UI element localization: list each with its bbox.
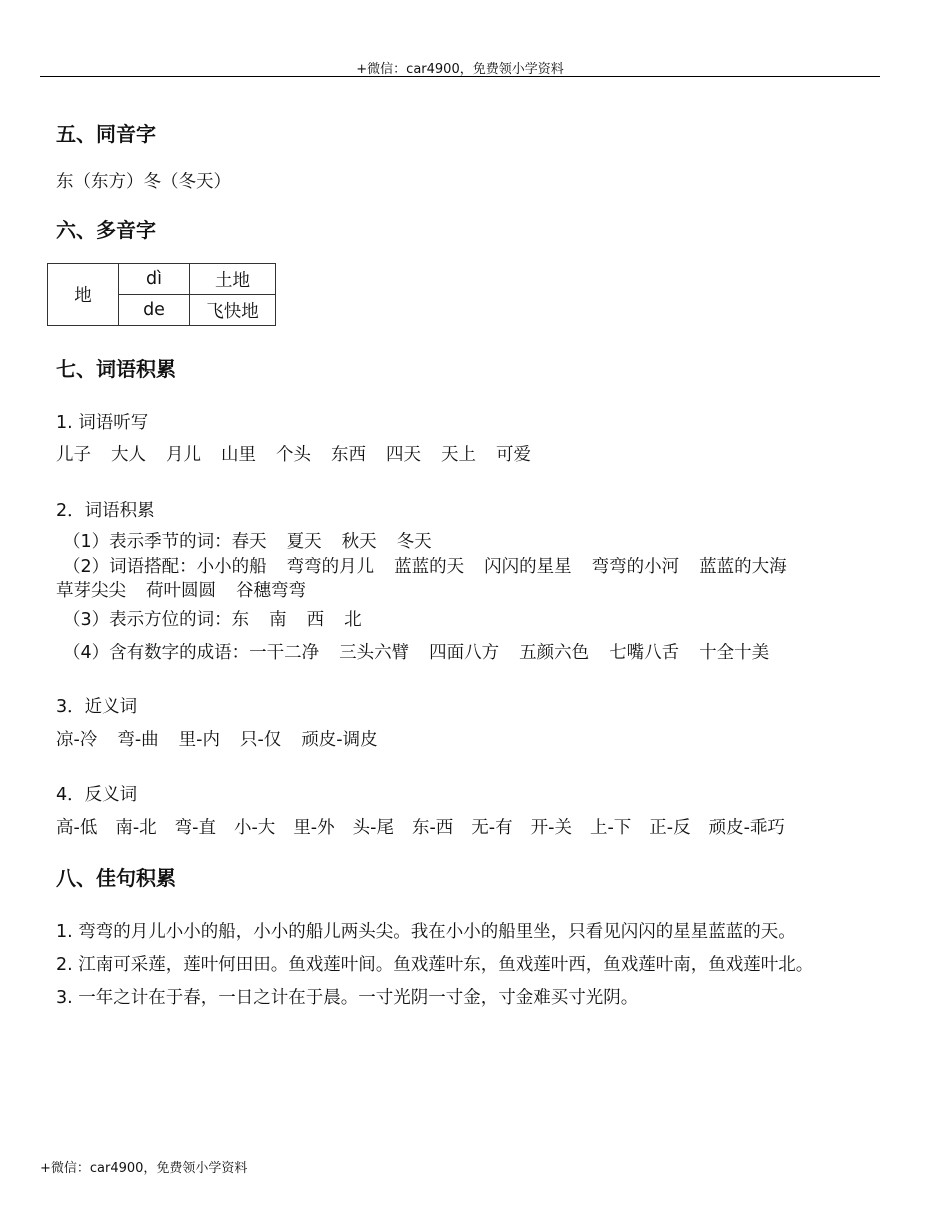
antonym-words — [56, 814, 785, 839]
line-label: （4）含有数字的成语： — [63, 643, 250, 663]
idiom-line — [63, 639, 769, 664]
sentence-1: 1. 弯弯的月儿小小的船，小小的船儿两头尖。我在小小的船里坐，只看见闪闪的星星蓝蓝的天。 — [56, 922, 796, 942]
part-1-title: 1. 词语听写 — [56, 413, 149, 433]
word-cell: 飞快地 — [190, 295, 276, 326]
pinyin-cell: de — [119, 295, 190, 326]
word: 五颜六色 — [519, 643, 590, 663]
line-label: （2）词语搭配： — [63, 557, 197, 577]
word: 开-关 — [530, 818, 572, 838]
dictation-words — [56, 441, 531, 466]
word: 春天 — [231, 532, 267, 552]
word: 小-大 — [233, 818, 276, 838]
word: 弯-曲 — [117, 730, 159, 750]
line-label: （1）表示季节的词： — [63, 532, 232, 552]
synonym-words — [56, 726, 378, 751]
word: 顽皮-调皮 — [301, 730, 378, 750]
word: 南-北 — [115, 818, 157, 838]
word: 顽皮-乖巧 — [708, 818, 785, 838]
part-2-title: 2．词语积累 — [56, 501, 155, 521]
word: 东 — [231, 610, 250, 630]
word: 只-仅 — [239, 730, 282, 750]
word: 月儿 — [166, 445, 201, 465]
section-7-title: 七、词语积累 — [56, 357, 176, 381]
word: 东-西 — [411, 818, 454, 838]
word-cell: 土地 — [190, 264, 276, 295]
collocation-line — [63, 553, 787, 578]
word: 天上 — [441, 445, 476, 465]
word: 可爱 — [496, 445, 531, 465]
word: 冬天 — [396, 532, 432, 552]
word: 三头六臂 — [339, 643, 410, 663]
word: 大人 — [111, 445, 146, 465]
word: 南 — [269, 610, 287, 630]
word: 头-尾 — [352, 818, 394, 838]
word: 个头 — [276, 445, 311, 465]
word: 四面八方 — [429, 643, 500, 663]
word: 秋天 — [341, 532, 377, 552]
word: 里-内 — [178, 730, 220, 750]
header-divider — [40, 76, 880, 77]
word: 上-下 — [589, 818, 632, 838]
word: 儿子 — [56, 445, 91, 465]
section-6-title: 六、多音字 — [56, 218, 156, 242]
sentence-3: 3. 一年之计在于春，一日之计在于晨。一寸光阴一寸金，寸金难买寸光阴。 — [56, 988, 639, 1008]
word: 凉-冷 — [56, 730, 98, 750]
part-4-title: 4．反义词 — [56, 785, 138, 805]
word: 里-外 — [293, 818, 335, 838]
word: 山里 — [221, 445, 256, 465]
word: 四天 — [386, 445, 421, 465]
word: 西 — [306, 610, 325, 630]
homophone-line: 东（东方）冬（冬天） — [56, 172, 231, 192]
season-words-line — [63, 528, 432, 553]
pinyin-cell: dì — [119, 264, 190, 295]
word: 弯弯的小河 — [591, 557, 680, 577]
word: 小小的船 — [196, 557, 267, 577]
word: 闪闪的星星 — [484, 557, 572, 577]
polyphone-table — [47, 263, 276, 326]
word: 谷穗弯弯 — [236, 581, 306, 601]
line-label: （3）表示方位的词： — [63, 610, 232, 630]
word: 弯弯的月儿 — [286, 557, 375, 577]
word: 无-有 — [471, 818, 513, 838]
word: 北 — [344, 610, 362, 630]
collocation-line-cont — [56, 577, 306, 602]
direction-words-line — [63, 606, 362, 631]
polyphone-char: 地 — [48, 264, 119, 326]
section-8-title: 八、佳句积累 — [56, 866, 176, 890]
page-footer: +微信：car4900，免费领小学资料 — [40, 1161, 248, 1176]
part-3-title: 3．近义词 — [56, 697, 138, 717]
word: 草芽尖尖 — [56, 581, 126, 601]
word: 夏天 — [286, 532, 322, 552]
word: 高-低 — [56, 818, 98, 838]
sentence-2: 2. 江南可采莲，莲叶何田田。鱼戏莲叶间。鱼戏莲叶东，鱼戏莲叶西，鱼戏莲叶南，鱼戏莲叶北。 — [56, 955, 814, 975]
word: 东西 — [331, 445, 366, 465]
word: 蓝蓝的天 — [394, 557, 465, 577]
word: 十全十美 — [699, 643, 770, 663]
section-5-title: 五、同音字 — [56, 122, 156, 146]
word: 荷叶圆圆 — [146, 581, 216, 601]
word: 弯-直 — [174, 818, 216, 838]
word: 七嘴八舌 — [609, 643, 680, 663]
word: 正-反 — [649, 818, 691, 838]
word: 一干二净 — [249, 643, 320, 663]
word: 蓝蓝的大海 — [699, 557, 787, 577]
page-header: +微信：car4900，免费领小学资料 — [356, 62, 564, 77]
